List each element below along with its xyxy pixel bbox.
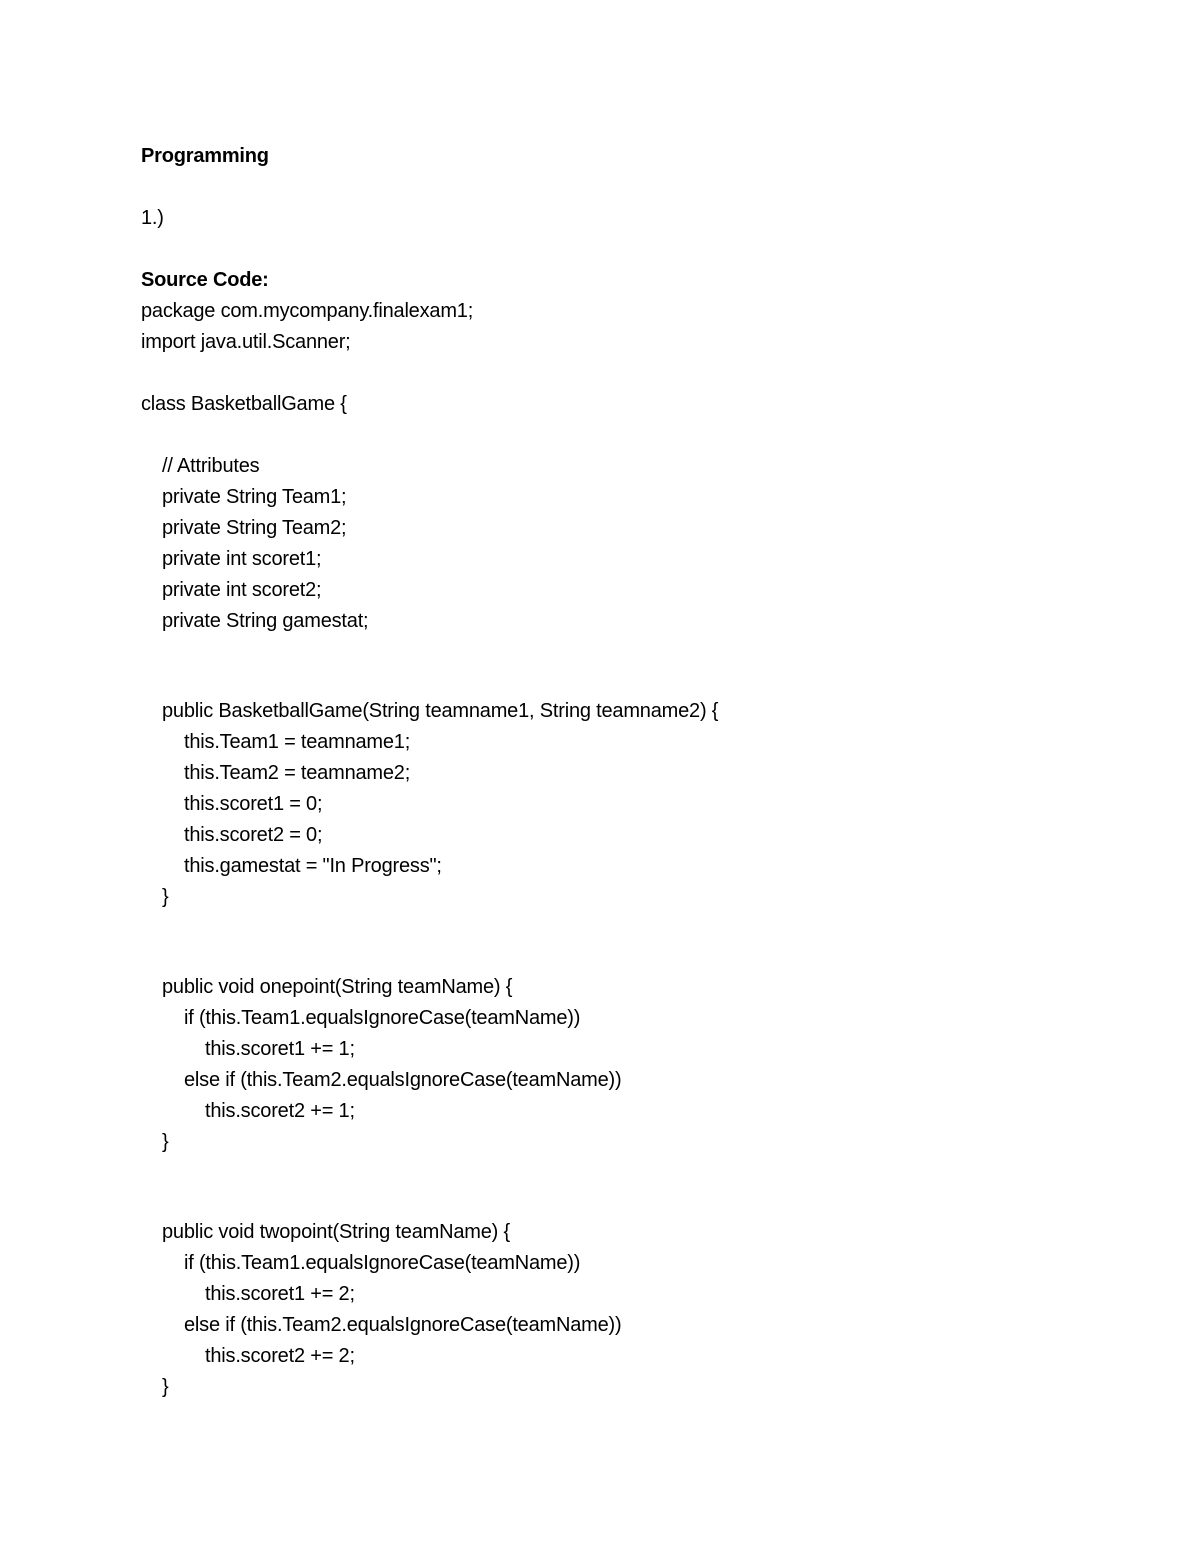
code-line: package com.mycompany.finalexam1; [141, 300, 474, 322]
code-line: if (this.Team1.equalsIgnoreCase(teamName)) [184, 1252, 581, 1274]
code-line: private int scoret2; [162, 579, 322, 601]
source-code-label: Source Code: [141, 269, 269, 291]
code-line: private String gamestat; [162, 610, 369, 632]
code-line: this.scoret2 += 2; [205, 1345, 355, 1367]
code-line: else if (this.Team2.equalsIgnoreCase(teamName)) [184, 1314, 622, 1336]
code-line: this.Team1 = teamname1; [184, 731, 411, 753]
question-number: 1.) [141, 207, 164, 229]
code-line: private int scoret1; [162, 548, 322, 570]
code-line: this.Team2 = teamname2; [184, 762, 411, 784]
code-line: this.scoret1 = 0; [184, 793, 323, 815]
code-line: this.scoret2 += 1; [205, 1100, 355, 1122]
code-line: private String Team1; [162, 486, 347, 508]
code-line: public void onepoint(String teamName) { [162, 976, 513, 998]
page-heading: Programming [141, 145, 269, 167]
code-line: class BasketballGame { [141, 393, 347, 415]
code-line: public void twopoint(String teamName) { [162, 1221, 510, 1243]
code-line: if (this.Team1.equalsIgnoreCase(teamName)) [184, 1007, 581, 1029]
code-line: } [162, 886, 169, 908]
code-line: else if (this.Team2.equalsIgnoreCase(teamName)) [184, 1069, 622, 1091]
code-line: private String Team2; [162, 517, 347, 539]
code-line: this.scoret2 = 0; [184, 824, 323, 846]
code-line: } [162, 1131, 169, 1153]
code-line: this.scoret1 += 2; [205, 1283, 355, 1305]
code-line: public BasketballGame(String teamname1, String teamname2) { [162, 700, 719, 722]
code-line: import java.util.Scanner; [141, 331, 351, 353]
code-line: } [162, 1376, 169, 1398]
code-line: this.gamestat = "In Progress"; [184, 855, 442, 877]
code-line: this.scoret1 += 1; [205, 1038, 355, 1060]
code-comment: // Attributes [162, 455, 260, 477]
